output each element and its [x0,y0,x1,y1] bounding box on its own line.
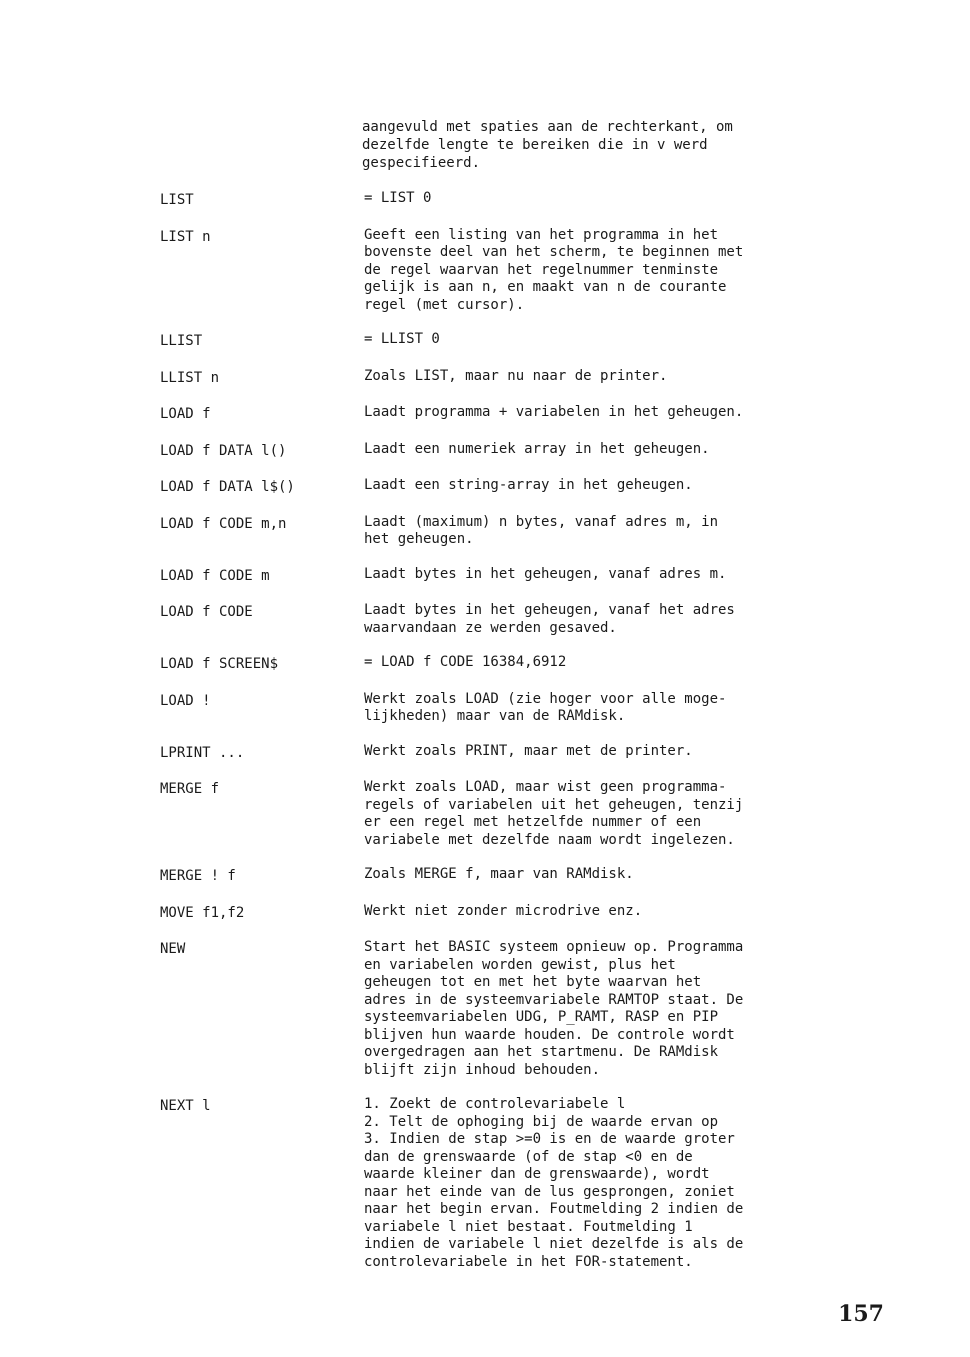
entry-load-code [160,602,860,637]
entry-load-code-mn [160,514,860,549]
command-term: LOAD f DATA l() [160,442,287,459]
command-description: Werkt niet zonder microdrive enz. [364,902,643,919]
command-description: Laadt bytes in het geheugen, vanaf adres m. [364,565,727,582]
command-term: LOAD f CODE m,n [160,515,287,532]
command-list [160,190,860,1288]
command-description: Laadt programma + variabelen in het geheugen. [364,404,744,420]
entry-load-data-string [160,477,860,497]
command-description: 1. Zoekt de controlevariabele l 2. Telt de ophoging bij de waarde ervan op 3. Indien de stap >=0 is en de waarde groter dan de grenswaarde (of de stap <0 en de waarde kleiner dan de grenswaarde), wordt naar het einde van de lus gesprongen, zoniet naar het begin ervan. Foutmelding 2 indien de variabele l niet bestaat. Foutmelding 1 indien de variabele l niet dezelfde is als de controlevariabele in het FOR-statement. [364,1096,744,1270]
entry-new [160,939,860,1079]
command-term: LOAD f SCREEN$ [160,656,279,672]
entry-list [160,190,860,210]
command-term: NEXT l [160,1098,211,1114]
command-description: Geeft een listing van het programma in het bovenste deel van het scherm, te beginnen met de regel waarvan het regelnummer tenminste gelijk is aan n, en maakt van n de courante regel (met cursor). [364,226,744,313]
command-description: Zoals LIST, maar nu naar de printer. [364,367,668,384]
command-description: Laadt een string-array in het geheugen. [364,477,693,493]
command-term: NEW [160,941,186,957]
command-description: Werkt zoals LOAD (zie hoger voor alle moge- lijkheden) maar van de RAMdisk. [364,690,727,724]
entry-merge-ramdisk [160,866,860,886]
entry-load-code-m [160,566,860,586]
command-term: LOAD f [160,406,211,422]
command-term: LOAD ! [160,692,211,709]
page-number: 157 [838,1301,884,1327]
entry-lprint [160,743,860,763]
entry-next [160,1096,860,1271]
continued-description: aangevuld met spaties aan de rechterkant, om dezelfde lengte te bereiken die in v werd gespecifieerd. [362,119,733,171]
command-description: Werkt zoals LOAD, maar wist geen programma- regels of variabelen uit het geheugen, tenzij er een regel met hetzelfde nummer of een variabele met dezelfde naam wordt ingelezen. [364,779,744,848]
command-term: LOAD f CODE [160,604,253,620]
entry-llist-n [160,368,860,388]
command-term: LOAD f DATA l$() [160,479,295,495]
entry-merge-f [160,779,860,849]
command-description: Laadt bytes in het geheugen, vanaf het adres waarvandaan ze werden gesaved. [364,602,735,636]
entry-load-screen [160,654,860,674]
command-description: = LOAD f CODE 16384,6912 [364,654,567,670]
entry-load-data-numeric [160,441,860,461]
command-term: MERGE ! f [160,868,236,884]
command-term: LPRINT ... [160,744,245,761]
entry-load-ramdisk [160,691,860,726]
entry-load-f [160,404,860,424]
command-term: MERGE f [160,781,220,797]
command-description: Zoals MERGE f, maar van RAMdisk. [364,866,634,882]
command-description: Werkt zoals PRINT, maar met de printer. [364,742,693,759]
entry-list-n [160,227,860,315]
command-term: MOVE f1,f2 [160,904,245,921]
command-description: = LLIST 0 [364,331,440,347]
entry-move [160,903,860,923]
command-description: = LIST 0 [364,190,432,206]
command-description: Laadt een numeriek array in het geheugen. [364,440,710,457]
command-term: LOAD f CODE m [160,567,270,584]
command-term: LIST n [160,228,211,245]
command-term: LLIST n [160,369,220,386]
command-description: Start het BASIC systeem opnieuw op. Programma en variabelen worden gewist, plus het geheugen tot en met het byte waarvan het adres in de systeemvariabele RAMTOP staat. De systeemvariabelen UDG, P_RAMT, RASP en PIP blijven hun waarde houden. De controle wordt overgedragen aan het startmenu. De RAMdisk blijft zijn inhoud behouden. [364,939,744,1078]
entry-llist [160,331,860,351]
command-term: LLIST [160,333,203,349]
command-term: LIST [160,192,194,208]
command-description: Laadt (maximum) n bytes, vanaf adres m, in het geheugen. [364,513,719,547]
